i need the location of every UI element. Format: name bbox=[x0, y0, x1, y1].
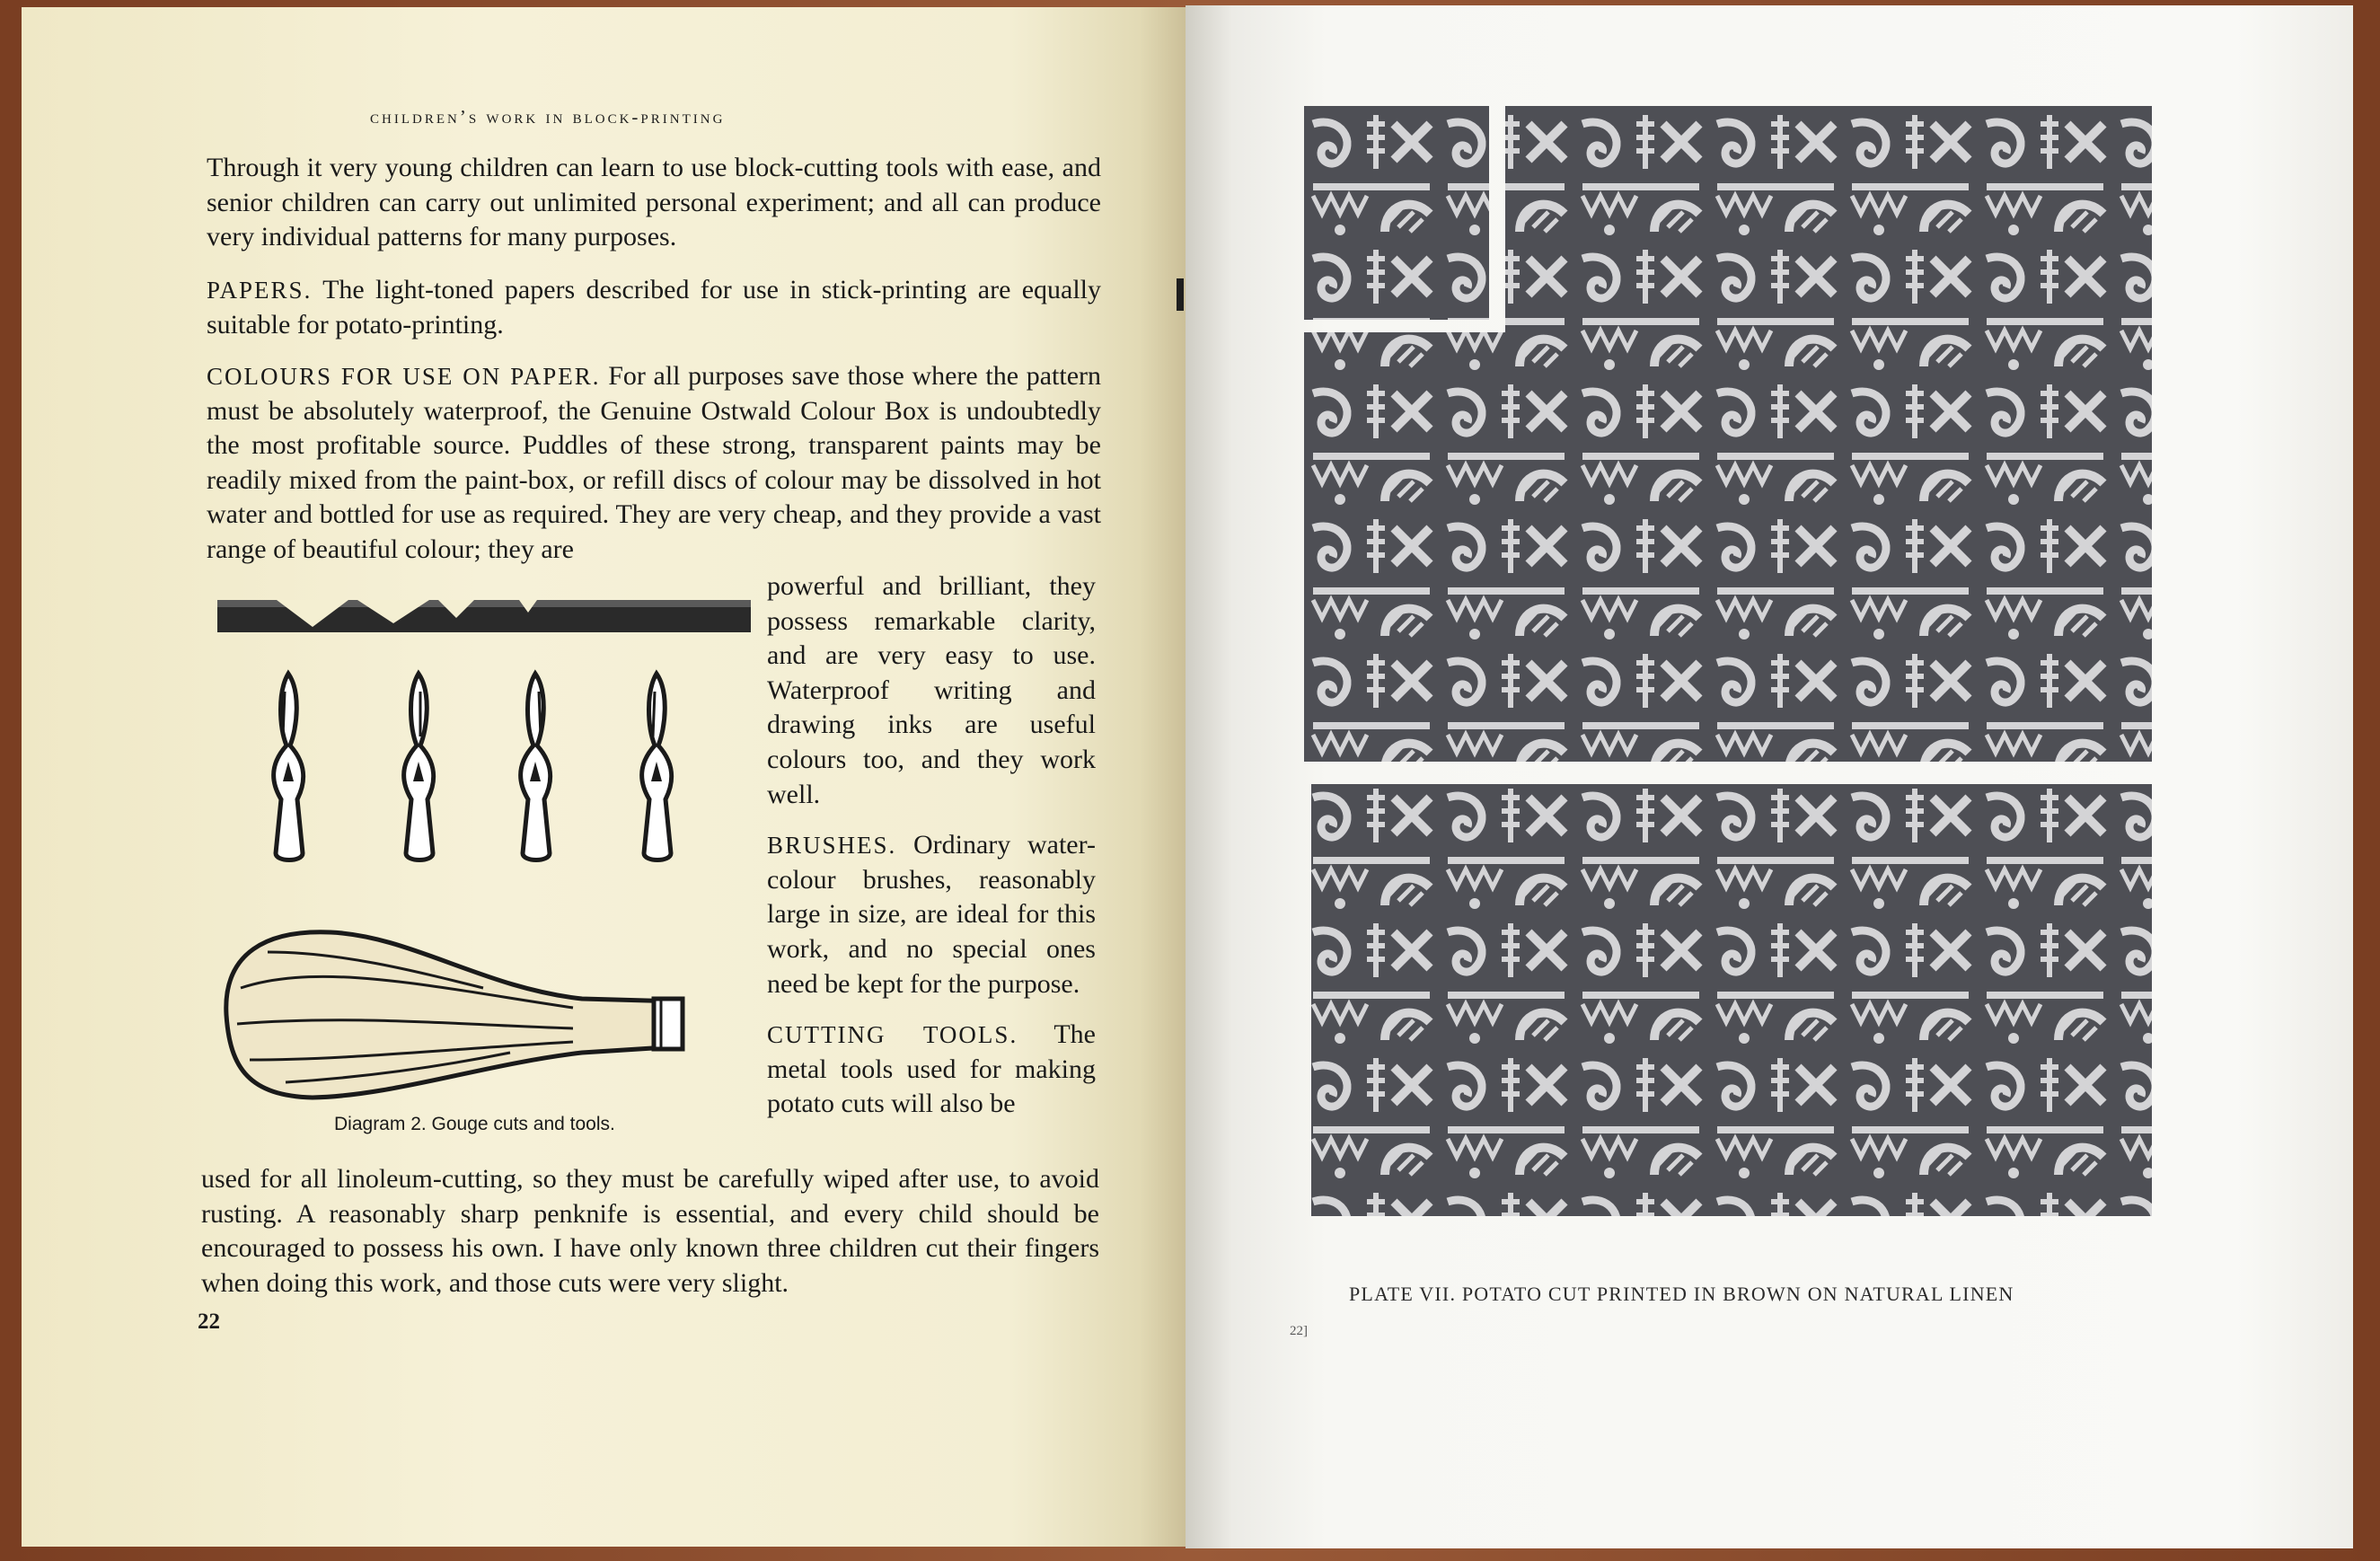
gouge-blade-1 bbox=[274, 674, 304, 860]
papers-text: The light-toned papers described for use in stick-printing are equally suitable for potato-printing. bbox=[207, 275, 1101, 340]
cutting-tools-heading: CUTTING TOOLS. bbox=[767, 1021, 1018, 1049]
papers-paragraph bbox=[207, 273, 1101, 342]
intro-text: Through it very young children can learn to use block-cutting tools with ease, and senior children can carry out unlimited personal experiment; and all can produce very individual patterns for many purposes. bbox=[207, 153, 1101, 252]
colours-heading: COLOURS FOR USE ON PAPER. bbox=[207, 363, 601, 390]
print-block-small bbox=[1304, 106, 1489, 320]
gouge-cuts-strip bbox=[217, 600, 751, 632]
colours-text: For all purposes save those where the pattern must be absolutely waterproof, the Genuine Ostwald Colour Box is undoubtedly the most profitable source. Puddles of these strong, transparent paints may be readily mixed from the paint-box, or refill discs of colour may be dissolved in hot water and bottled for use as required. They are very cheap, and they provide a vast range of beautiful colour; they are bbox=[207, 361, 1102, 564]
print-block-lower bbox=[1311, 784, 2152, 1216]
spine-mark bbox=[1177, 278, 1184, 311]
running-head: children’s work in block-printing bbox=[370, 106, 726, 128]
colours-paragraph bbox=[207, 359, 1101, 568]
potato-print-plate bbox=[1304, 106, 2152, 1216]
tool-handle bbox=[226, 932, 683, 1098]
page-number-right: 22] bbox=[1290, 1324, 1308, 1338]
gouge-blade-4 bbox=[642, 674, 672, 860]
cutting-tools-text: The metal tools used for making potato cuts will also be bbox=[767, 1019, 1096, 1119]
page-number-left: 22 bbox=[198, 1310, 220, 1334]
diagram-caption: Diagram 2. Gouge cuts and tools. bbox=[334, 1114, 615, 1134]
colours-continuation: powerful and brilliant, they possess remarkable clarity, and are very easy to use. Waterproof writing and drawing inks are useful colours too, and they work well. bbox=[767, 571, 1096, 809]
gouge-blade-2 bbox=[404, 674, 434, 860]
papers-heading: PAPERS. bbox=[207, 277, 313, 304]
plate-caption: PLATE VII. POTATO CUT PRINTED IN BROWN ON NATURAL LINEN bbox=[1349, 1283, 2014, 1305]
gouge-blade-3 bbox=[521, 674, 551, 860]
right-column bbox=[767, 569, 1096, 1138]
brushes-text: Ordinary water-colour brushes, reasonably large in size, are ideal for this work, and no special ones need be kept for the purpose. bbox=[767, 830, 1097, 999]
cutting-tools-continuation: used for all linoleum-cutting, so they must be carefully wiped after use, to avoid rusting. A reasonably sharp penknife is essential, and every child should be encouraged to possess his own. I have only known three children cut their fingers when doing this work, and those cuts were very slight. bbox=[201, 1164, 1099, 1298]
gouge-tools-diagram bbox=[214, 593, 758, 1114]
intro-paragraph bbox=[207, 151, 1101, 255]
brushes-heading: BRUSHES. bbox=[767, 832, 897, 860]
cutting-tools-paragraph-continued bbox=[201, 1162, 1099, 1301]
